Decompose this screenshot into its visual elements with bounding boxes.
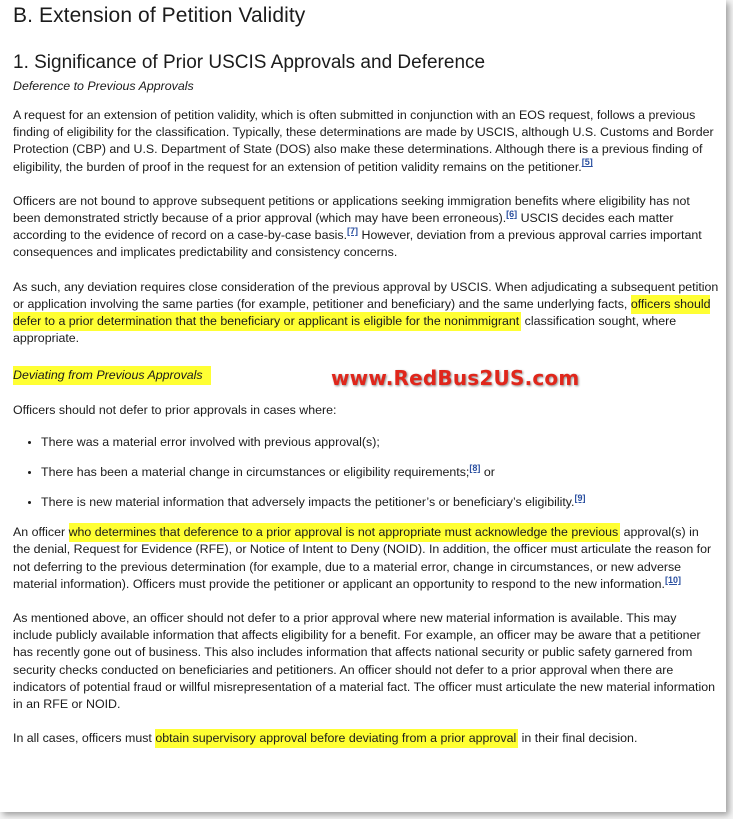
- paragraph-3: [13, 279, 719, 348]
- paragraph-2-text-c: However, deviation from a previous approval carries important consequences and implicates predictability and consistency concerns.: [13, 228, 702, 260]
- list-item-text: There has been a material change in circumstances or eligibility requirements;: [41, 464, 470, 479]
- document-content: [13, 0, 719, 747]
- list-item-text: There was a material error involved with previous approval(s);: [41, 434, 380, 449]
- paragraph-1: [13, 107, 719, 176]
- paragraph-1-text: A request for an extension of petition validity, which is often submitted in conjunction with an EOS request, follows a previous finding of eligibility for the classification. Typically, these determinations are made by USCIS, although U.S. Customs and Border Protection (CBP) and U.S. Department of State (DOS) also make these determinations. Although there is a previous finding of eligibility, the burden of proof in the request for an extension of petition validity remains on the petitioner.: [13, 108, 714, 174]
- footnote-link-7[interactable]: [7]: [347, 226, 359, 237]
- footnote-link-6[interactable]: [6]: [506, 208, 518, 219]
- list-item-tail: or: [480, 464, 495, 479]
- highlight-defer-prior-determination: officers should defer to a prior determination that the beneficiary or applicant is eligible for the nonimmigrant: [13, 295, 710, 331]
- subsection-title: 1. Significance of Prior USCIS Approvals and Deference: [13, 52, 486, 73]
- subheading-row: [13, 366, 719, 390]
- footnote-link-8[interactable]: [8]: [469, 462, 481, 473]
- watermark-text: www.RedBus2US.com: [331, 366, 580, 391]
- paragraph-6: As mentioned above, an officer should not defer to a prior approval where new material information is available. This may include publicly available information that affects eligibility for a benefit. For example, an officer may be aware that a petitioner has recently gone out of business. This also includes information that affects national security or public safety garnered from security checks conducted on beneficiaries and petitioners. An officer should not defer to a prior approval when there are indicators of potential fraud or willful misrepresentation of a material fact. The officer must articulate the new material information in an RFE or NOID.: [13, 611, 716, 712]
- list-item: [41, 494, 719, 511]
- list-item: [41, 434, 719, 451]
- paragraph-2: [13, 193, 719, 262]
- paragraph-7-text-a: In all cases, officers must: [13, 731, 156, 746]
- paragraph-2-text-a: Officers are not bound to approve subsequent petitions or applications seeking immigration benefits where eligibility has not been demonstrated strictly because of a prior approval (which may have been erroneous).: [13, 193, 690, 226]
- paragraph-5-text-b: approval(s) in the denial, Request for Evidence (RFE), or Notice of Intent to Deny (NOID). In addition, the officer must articulate the reason for not deferring to the previous determination (for example, due to a material error, change in circumstances, or new adverse material information). Officers must provide the petitioner or applicant an opportunity to respond to the new information.: [13, 525, 712, 591]
- paragraph-7: [13, 730, 719, 747]
- footnote-link-9[interactable]: [9]: [574, 492, 586, 503]
- subheading-deviating: Deviating from Previous Approvals: [13, 366, 211, 385]
- paragraph-3-text-a: As such, any deviation requires close consideration of the previous approval by USCIS. When adjudicating a subsequent petition or application involving the same parties (for example, petitioner and beneficiary) and the same underlying facts,: [13, 279, 719, 311]
- footnote-link-5[interactable]: [5]: [581, 157, 593, 168]
- highlight-supervisory-approval: obtain supervisory approval before deviating from a prior approval: [155, 729, 518, 748]
- subheading-deference: Deference to Previous Approvals: [13, 79, 194, 93]
- highlight-acknowledge-previous: who determines that deference to a prior approval is not appropriate must acknowledge the previous: [69, 523, 621, 542]
- paragraph-5-text-a: An officer: [13, 525, 69, 540]
- deviation-criteria-list: [13, 434, 719, 512]
- paragraph-3-text-b: classification sought, where appropriate.: [13, 314, 677, 346]
- list-item-text: There is new material information that adversely impacts the petitioner’s or beneficiary’s eligibility.: [41, 495, 575, 510]
- paragraph-5: [13, 524, 719, 593]
- paragraph-4: Officers should not defer to prior approvals in cases where:: [13, 403, 337, 418]
- footnote-link-10[interactable]: [10]: [665, 574, 682, 585]
- paragraph-2-text-b: USCIS decides each matter according to the evidence of record on a case-by-case basis.: [13, 211, 674, 243]
- paragraph-7-text-b: in their final decision.: [518, 731, 638, 746]
- list-item: [41, 464, 719, 481]
- section-title: B. Extension of Petition Validity: [13, 4, 306, 27]
